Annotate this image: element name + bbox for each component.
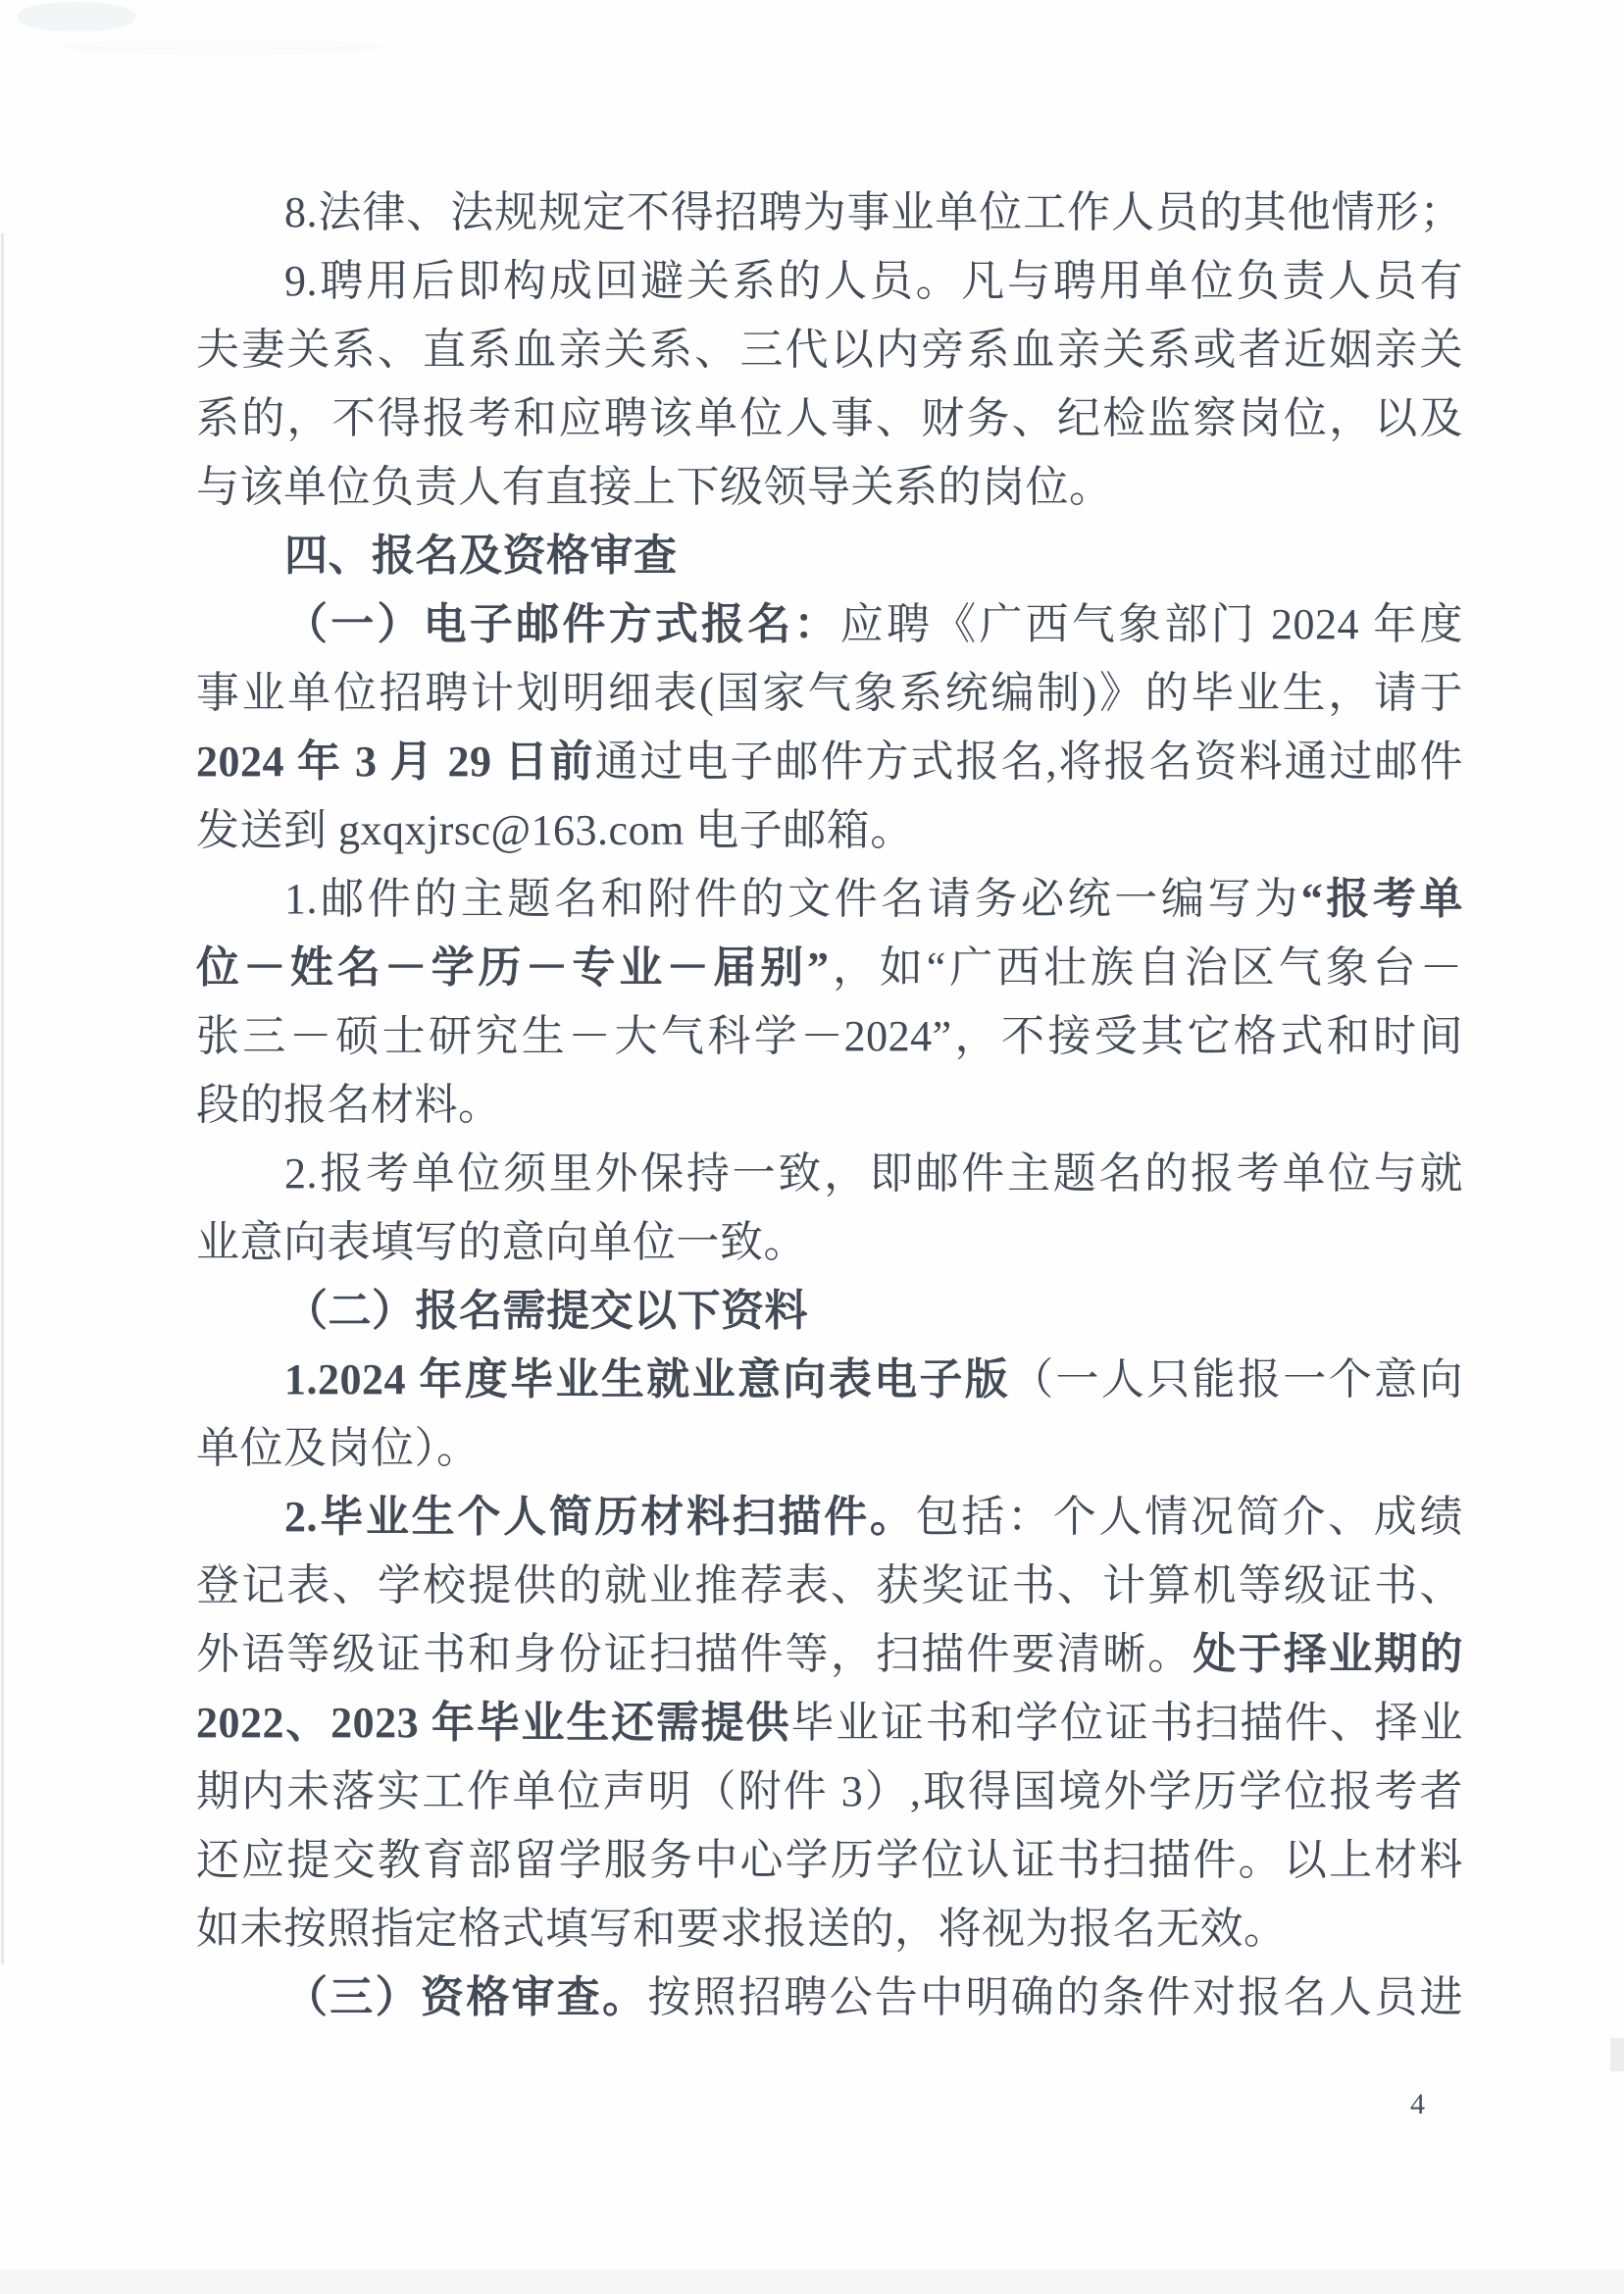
text-line (196, 1277, 1463, 1346)
text-segment: 包括：个人情况简介、成绩 (915, 1493, 1463, 1541)
text-line (196, 796, 1463, 865)
text-segment: 2.报考单位须里外保持一致，即邮件主题名的报考单位与就 (284, 1149, 1463, 1198)
scan-smudge (18, 2, 135, 31)
text-line (196, 178, 1463, 247)
text-segment: 应聘《广西气象部门 2024 年度 (839, 600, 1463, 648)
text-line (196, 1826, 1463, 1895)
text-segment: 2024 年 3 月 29 日前 (196, 738, 595, 786)
text-segment: 四、报名及资格审查 (284, 532, 678, 580)
text-segment: 2022、2023 年毕业生还需提供 (196, 1699, 791, 1747)
text-segment: 夫妻关系、直系血亲关系、三代以内旁系血亲关系或者近姻亲关 (196, 326, 1463, 374)
scan-smudge (59, 39, 382, 55)
text-segment: （三）资格审查。 (284, 1973, 648, 2021)
text-segment: 按照招聘公告中明确的条件对报名人员进 (647, 1973, 1463, 2021)
text-line (196, 522, 1463, 590)
text-line (196, 659, 1463, 728)
text-segment: 外语等级证书和身份证扫描件等，扫描件要清晰。 (196, 1630, 1193, 1678)
text-segment: 如未按照指定格式填写和要求报送的，将视为报名无效。 (196, 1905, 1288, 1953)
text-line (196, 728, 1463, 796)
text-segment: 8.法律、法规规定不得招聘为事业单位工作人员的其他情形； (284, 188, 1463, 236)
text-line (196, 384, 1463, 453)
text-segment: 处于择业期的 (1193, 1630, 1463, 1678)
text-segment: 发送到 gxqxjrsc@163.com 电子邮箱。 (196, 806, 914, 854)
text-segment: 张三－硕士研究生－大气科学－2024”，不接受其它格式和时间 (196, 1012, 1463, 1060)
text-segment: 还应提交教育部留学服务中心学历学位认证书扫描件。以上材料 (196, 1836, 1463, 1884)
text-line (196, 865, 1463, 934)
text-segment: 9.聘用后即构成回避关系的人员。凡与聘用单位负责人员有 (284, 257, 1463, 305)
text-segment: “报考单 (1300, 875, 1463, 923)
text-segment: ，如“广西壮族自治区气象台－ (829, 943, 1463, 992)
page-right-edge (1610, 2038, 1624, 2071)
page-number: 4 (1410, 2088, 1425, 2120)
text-line (196, 590, 1463, 659)
text-segment: 1.2024 年度毕业生就业意向表电子版 (284, 1355, 1011, 1403)
text-line (196, 1620, 1463, 1689)
text-segment: 位－姓名－学历－专业－届别” (196, 943, 830, 992)
text-line (196, 1689, 1463, 1758)
text-line (196, 453, 1463, 522)
text-segment: 段的报名材料。 (196, 1081, 502, 1129)
text-segment: 通过电子邮件方式报名,将报名资料通过邮件 (594, 738, 1463, 786)
text-line (196, 1758, 1463, 1826)
text-line (196, 1483, 1463, 1552)
text-line (196, 1346, 1463, 1414)
text-line (196, 1414, 1463, 1483)
text-segment: 事业单位招聘计划明细表(国家气象系统编制)》的毕业生，请于 (196, 669, 1463, 717)
text-segment: 业意向表填写的意向单位一致。 (196, 1218, 807, 1266)
text-segment: 期内未落实工作单位声明（附件 3）,取得国境外学历学位报考者 (196, 1767, 1463, 1815)
text-segment: 系的，不得报考和应聘该单位人事、财务、纪检监察岗位，以及 (196, 394, 1463, 442)
text-line (196, 1552, 1463, 1620)
text-line (196, 1002, 1463, 1071)
text-line (196, 934, 1463, 1002)
document-body-text (196, 178, 1463, 2032)
text-line (196, 247, 1463, 316)
text-segment: 单位及岗位）。 (196, 1424, 481, 1472)
text-segment: 登记表、学校提供的就业推荐表、获奖证书、计算机等级证书、 (196, 1561, 1463, 1609)
text-segment: 1.邮件的主题名和附件的文件名请务必统一编写为 (284, 875, 1301, 923)
text-segment: 毕业证书和学位证书扫描件、择业 (790, 1699, 1463, 1747)
text-line (196, 1140, 1463, 1208)
text-segment: 2.毕业生个人简历材料扫描件。 (284, 1493, 916, 1541)
text-line (196, 1963, 1463, 2032)
text-line (196, 316, 1463, 384)
text-line (196, 1208, 1463, 1277)
page-bottom-edge (0, 2269, 1624, 2294)
text-line (196, 1071, 1463, 1140)
text-segment: （二）报名需提交以下资料 (284, 1287, 808, 1335)
text-line (196, 1895, 1463, 1963)
text-segment: 与该单位负责人有直接上下级领导关系的岗位。 (196, 463, 1113, 511)
page-left-edge-line (1, 233, 4, 1964)
text-segment: （一人只能报一个意向 (1010, 1355, 1463, 1403)
text-segment: （一）电子邮件方式报名： (284, 600, 840, 648)
